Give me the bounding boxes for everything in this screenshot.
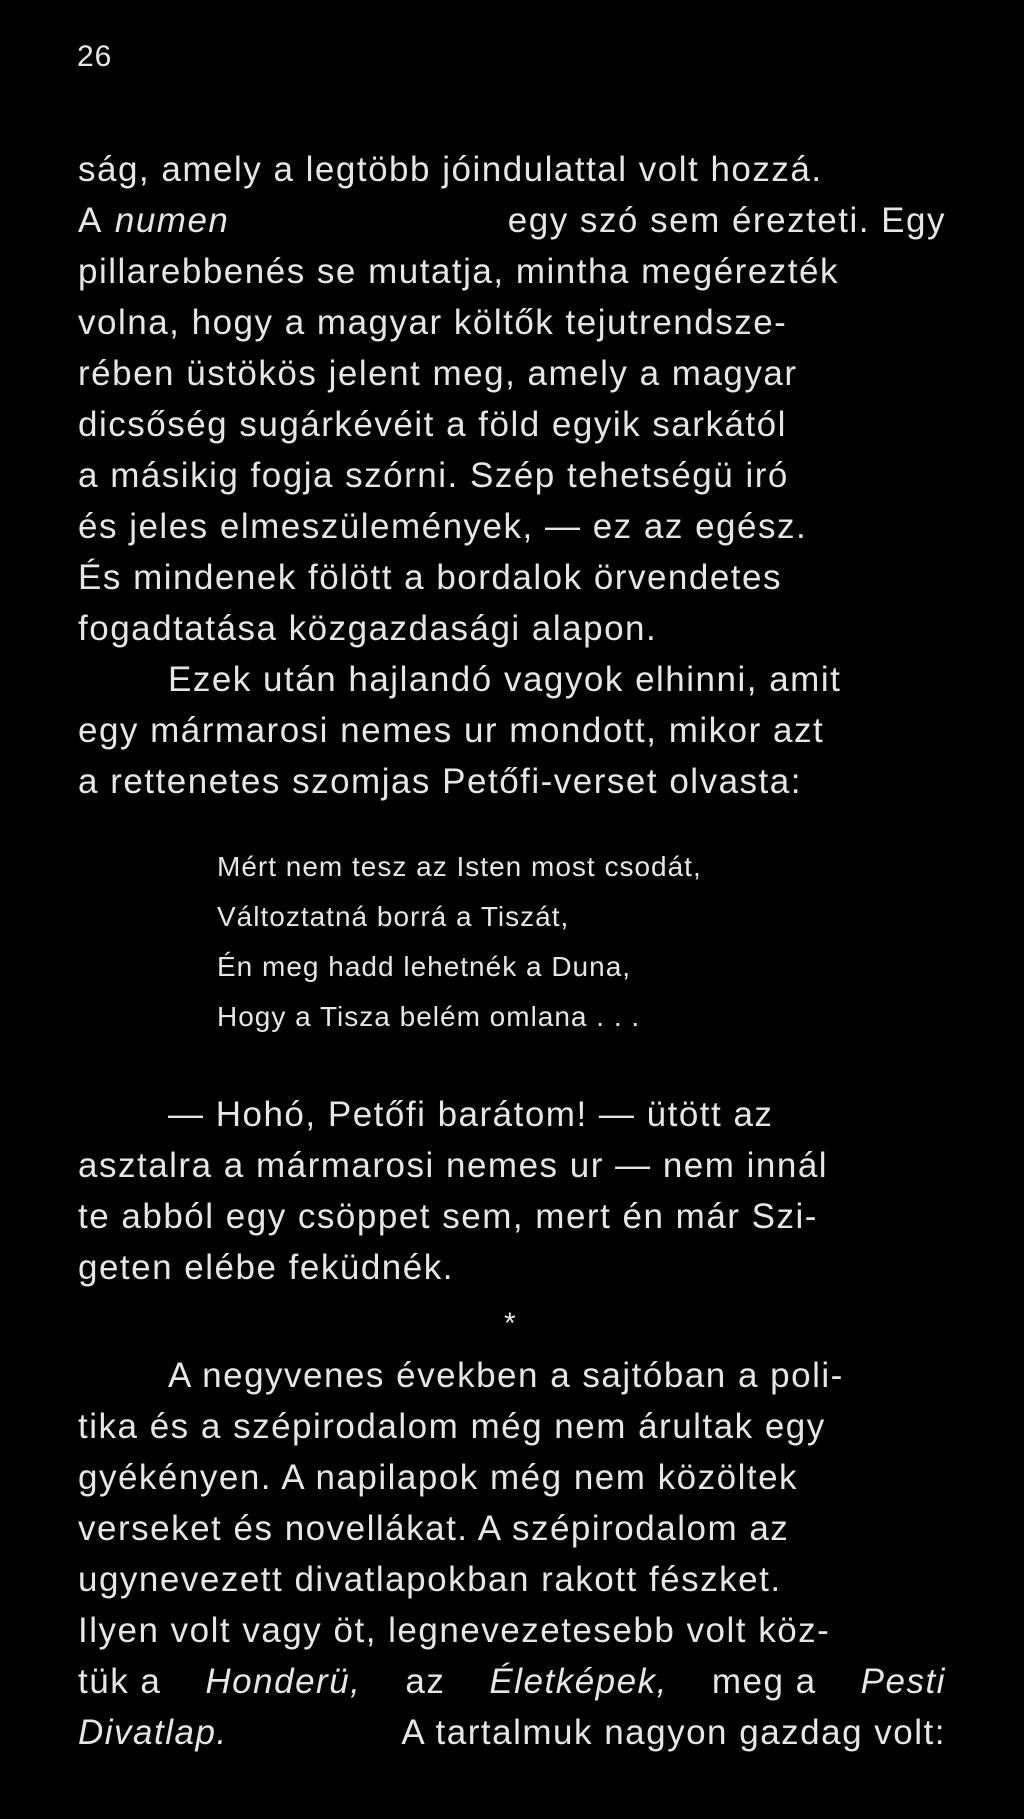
verse-line: Én meg hadd lehetnék a Duna,	[217, 951, 632, 982]
text-line: gyékényen. A napilapok még nem közöltek	[78, 1458, 799, 1497]
text-line: asztalra a mármarosi nemes ur — nem innál	[78, 1146, 829, 1185]
italic-term: numen	[114, 201, 230, 240]
text-line: ugynevezett divatlapokban rakott fészket.	[78, 1560, 782, 1599]
text-line	[78, 199, 946, 243]
text-line: A negyvenes években a sajtóban a poli-	[168, 1356, 844, 1395]
text-line: Ezek után hajlandó vagyok elhinni, amit	[168, 660, 842, 699]
text-line: verseket és novellákat. A szépirodalom az	[78, 1509, 790, 1548]
text-line: Ilyen volt vagy öt, legnevezetesebb volt köz-	[78, 1611, 831, 1650]
section-separator: *	[504, 1307, 516, 1340]
text-line	[78, 1660, 946, 1704]
text-line: ság, amely a legtöbb jóindulattal volt hozzá.	[78, 150, 823, 189]
text-line: dicsőség sugárkévéit a föld egyik sarkától	[78, 405, 787, 444]
verse-line: Mért nem tesz az Isten most csodát,	[217, 851, 702, 882]
text-fragment: tük a	[78, 1662, 162, 1701]
text-line: fogadtatása közgazdasági alapon.	[78, 609, 658, 648]
verse-line: Hogy a Tisza belém omlana . . .	[217, 1001, 641, 1032]
text-line: volna, hogy a magyar költők tejutrendsze-	[78, 303, 788, 342]
italic-title: Honderü,	[205, 1662, 362, 1701]
text-line: a rettenetes szomjas Petőfi-verset olvasta:	[78, 762, 802, 801]
text-line: — Hohó, Petőfi barátom! — ütött az	[168, 1095, 774, 1134]
text-fragment: az	[405, 1662, 446, 1701]
text-line: rében üstökös jelent meg, amely a magyar	[78, 354, 798, 393]
text-line: És mindenek fölött a bordalok örvendetes	[78, 558, 782, 597]
italic-title: Életképek,	[489, 1662, 668, 1701]
text-line: pillarebbenés se mutatja, mintha megérezték	[78, 252, 839, 291]
text-fragment: A	[78, 201, 103, 240]
text-line: geten elébe feküdnék.	[78, 1248, 454, 1287]
text-line: te abból egy csöppet sem, mert én már Szi-	[78, 1197, 818, 1236]
text-fragment: egy szó sem érezteti. Egy	[507, 201, 946, 240]
text-line: a másikig fogja szórni. Szép tehetségü iró	[78, 456, 789, 495]
text-line	[78, 1711, 946, 1755]
text-fragment: meg a	[711, 1662, 817, 1701]
verse-line: Változtatná borrá a Tiszát,	[217, 901, 570, 932]
italic-title: Divatlap.	[78, 1713, 228, 1752]
text-line: és jeles elmeszülemények, — ez az egész.	[78, 507, 808, 546]
page-number: 26	[77, 40, 113, 73]
text-fragment: A tartalmuk nagyon gazdag volt:	[401, 1713, 946, 1752]
text-line: tika és a szépirodalom még nem árultak egy	[78, 1407, 826, 1446]
italic-title: Pesti	[860, 1662, 946, 1701]
text-line: egy mármarosi nemes ur mondott, mikor azt	[78, 711, 825, 750]
